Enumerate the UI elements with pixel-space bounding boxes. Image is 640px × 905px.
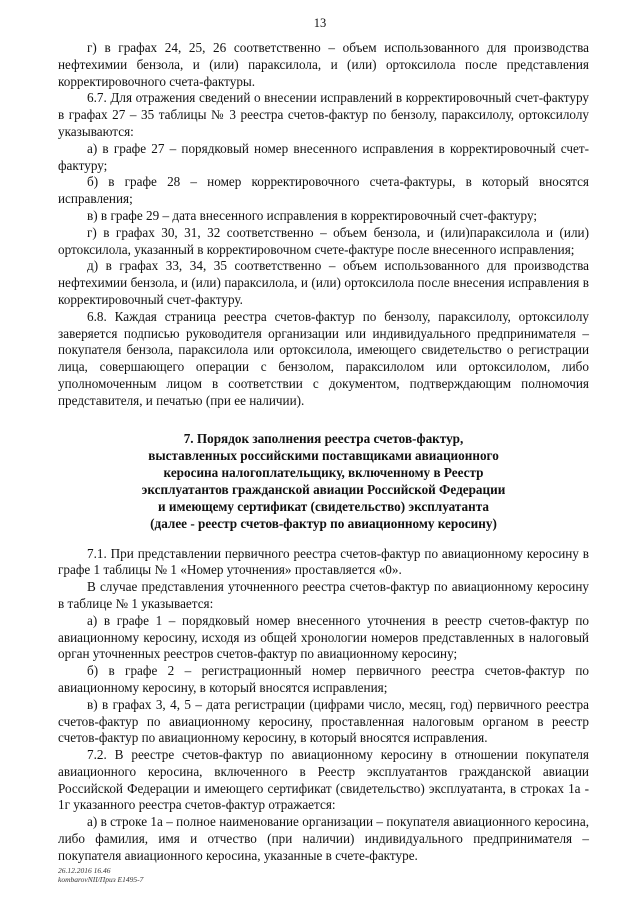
paragraph: а) в графе 1 – порядковый номер внесенного уточнения в реестр счетов-фактур по авиационному керосину, исходя из общей хронологии номеров представленных в налоговый орган уточненных реестров счетов-фактур по авиационному керосину; [58, 612, 589, 662]
paragraph: а) в графе 27 – порядковый номер внесенного исправления в корректировочный счет-фактуру; [58, 140, 589, 173]
paragraph: д) в графах 33, 34, 35 соответственно – объем использованного для производства нефтехимии бензола, и (или) параксилола, и (или) ортоксилола после внесения исправления в корректировочный счет-фактуру. [58, 258, 589, 307]
paragraph: 6.8. Каждая страница реестра счетов-фактур по бензолу, параксилолу, ортоксилолу заверяется подписью руководителя организации или индивидуального предпринимателя – покупателя бензола, параксилола или ортоксилола, имеющего свидетельство о регистрации лица, совершающего операции с бензолом, параксилолом или ортоксилолом, либо уполномоченным лицом в соответствии с документом, подтверждающим полномочия представителя, и печатью (при ее наличии). [58, 308, 589, 408]
paragraph: в) в графе 29 – дата внесенного исправления в корректировочный счет-фактуру; [87, 207, 538, 223]
section-title-line: 7. Порядок заполнения реестра счетов-фактур, [183, 430, 464, 446]
page-number: 13 [313, 16, 327, 30]
document-footer [58, 866, 143, 884]
paragraph: б) в графе 28 – номер корректировочного счета-фактуры, в который вносятся исправления; [58, 174, 589, 207]
section-title-line: и имеющему сертификат (свидетельство) эксплуатанта [158, 498, 489, 514]
paragraph: в) в графах 3, 4, 5 – дата регистрации (цифрами число, месяц, год) первичного реестра счетов-фактур по авиационному керосину, проставленная налоговым органом в реестр счетов-фактур по авиационному керосину, в который вносятся исправления. [58, 696, 589, 746]
section-title-line: выставленных российскими поставщиками авиационного [148, 447, 499, 463]
paragraph: 7.2. В реестре счетов-фактур по авиационному керосину в отношении покупателя авиационного керосина, включенного в Реестр эксплуатантов гражданской авиации Российской Федерации и имеющего сертификат (свидетельство) эксплуатанта, в строках 1а - 1г указанного реестра счетов-фактур отражается: [58, 747, 589, 813]
paragraph: б) в графе 2 – регистрационный номер первичного реестра счетов-фактур по авиационному керосину, в который вносятся исправления; [58, 663, 589, 695]
footer-file-reference: kombarovNII/Приз E1495-7 [58, 875, 144, 884]
paragraph: г) в графах 24, 25, 26 соответственно – объем использованного для производства нефтехимии бензола, и (или) параксилола, и (или) ортоксилола после представления корректировочного счета-фактуры. [58, 40, 589, 89]
section-title [58, 430, 589, 532]
paragraph: 7.1. При представлении первичного реестра счетов-фактур по авиационному керосину в графе 1 таблицы № 1 «Номер уточнения» проставляется «0». [58, 545, 589, 578]
section-title-line: (далее - реестр счетов-фактур по авиационному керосину) [150, 515, 497, 531]
paragraph: а) в строке 1а – полное наименование организации – покупателя авиационного керосина, либо фамилия, имя и отчество (при наличии) индивидуального предпринимателя – покупателя авиационного керосина, указанные в счете-фактуре. [58, 814, 589, 863]
section-title-line: эксплуатантов гражданской авиации Российской Федерации [141, 481, 506, 497]
paragraph: г) в графах 30, 31, 32 соответственно – объем бензола, и (или)параксилола и (или) ортоксилола, указанный в корректировочном счете-фактуре после внесенного исправления; [58, 224, 589, 257]
footer-timestamp: 26.12.2016 16.46 [58, 866, 111, 875]
paragraph: В случае представления уточненного реестра счетов-фактур по авиационному керосину в таблице № 1 указывается: [58, 579, 589, 611]
paragraph: 6.7. Для отражения сведений о внесении исправлений в корректировочный счет-фактуру в графах 27 – 35 таблицы № 3 реестра счетов-фактур по бензолу, параксилолу, ортоксилолу указываются: [58, 90, 589, 139]
section-title-line: керосина налогоплательщику, включенному в Реестр [163, 464, 484, 480]
document-body [58, 40, 589, 865]
